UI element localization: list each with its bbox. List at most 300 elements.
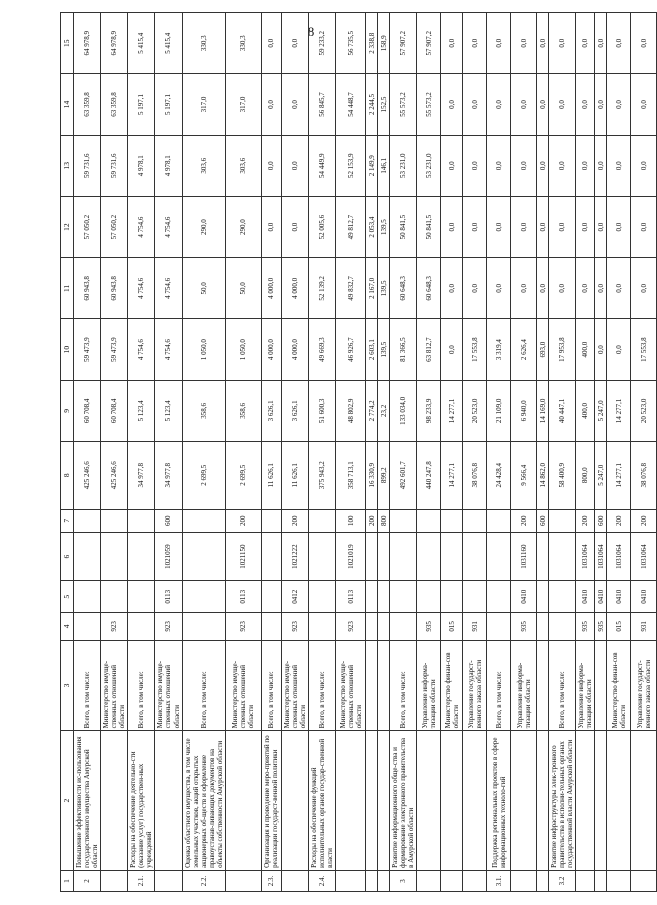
table-cell: 1021059 <box>155 532 182 581</box>
table-cell: 0,0 <box>537 258 549 319</box>
table-cell <box>595 731 607 870</box>
table-cell: 16 330,9 <box>366 441 378 509</box>
table-cell: 59 731,6 <box>74 135 101 196</box>
table-cell: Поддержка региональных проектов в сфере информационных техноло-гий <box>487 731 511 870</box>
table-cell <box>549 509 576 532</box>
table-cell: 17 553,8 <box>463 319 487 380</box>
table-cell: 20 523,0 <box>631 380 657 441</box>
table-cell: 0,0 <box>607 319 631 380</box>
table-cell: Управление информа-тизации области <box>576 640 595 731</box>
table-cell: 0,0 <box>549 13 576 74</box>
table-cell: Управление информа-тизации области <box>417 640 441 731</box>
table-cell: Повышение эффективности ис-пользования государственного имущества Амурской области <box>74 731 101 870</box>
table-cell <box>595 640 607 731</box>
table-cell: 330,3 <box>225 13 261 74</box>
table-cell: 1031160 <box>511 532 537 581</box>
table-cell: Министерство имуще-ственных отношений области <box>336 640 366 731</box>
table-cell: 9 566,4 <box>511 441 537 509</box>
table-cell <box>537 870 549 891</box>
table-cell <box>487 532 511 581</box>
table-row <box>378 13 390 892</box>
table-cell <box>390 581 417 613</box>
table-cell: 4 978,1 <box>128 135 155 196</box>
table-cell: 63 359,8 <box>101 74 128 135</box>
table-cell: 54 448,7 <box>336 74 366 135</box>
table-cell: 98 233,9 <box>417 380 441 441</box>
table-cell <box>182 581 225 613</box>
table-cell: 38 076,8 <box>463 441 487 509</box>
table-cell: 0,0 <box>537 196 549 257</box>
table-cell: 139,5 <box>378 196 390 257</box>
table-cell: 200 <box>607 509 631 532</box>
table-cell: 0412 <box>281 581 308 613</box>
page-number: 8 <box>307 23 315 39</box>
table-cell: 2 699,5 <box>182 441 225 509</box>
table-row <box>336 13 366 892</box>
table-cell: 5 197,1 <box>128 74 155 135</box>
table-cell: 2 149,9 <box>366 135 378 196</box>
table-cell: 5 123,4 <box>155 380 182 441</box>
table-cell <box>366 870 378 891</box>
table-cell: 0,0 <box>281 13 308 74</box>
table-cell <box>607 731 631 870</box>
table-cell: 14 277,1 <box>441 380 463 441</box>
table-cell <box>487 581 511 613</box>
table-cell: Всего, в том числе: <box>182 640 225 731</box>
table-cell <box>182 532 225 581</box>
table-cell: 600 <box>537 509 549 532</box>
table-cell <box>74 581 101 613</box>
table-cell: 0,0 <box>281 196 308 257</box>
table-cell: 200 <box>281 509 308 532</box>
table-cell: 0,0 <box>595 196 607 257</box>
table-cell: 14 169,0 <box>537 380 549 441</box>
table-cell: 49 832,7 <box>336 258 366 319</box>
column-header: 13 <box>61 135 74 196</box>
table-cell <box>281 870 308 891</box>
table-cell: 14 277,1 <box>607 441 631 509</box>
table-cell: 0,0 <box>441 319 463 380</box>
table-cell: 015 <box>607 613 631 640</box>
table-cell: 81 366,5 <box>390 319 417 380</box>
table-cell: 4 000,0 <box>261 319 281 380</box>
table-cell: 63 359,8 <box>74 74 101 135</box>
table-cell <box>441 870 463 891</box>
table-cell: 0,0 <box>595 74 607 135</box>
table-cell: 0,0 <box>631 258 657 319</box>
table-cell: 200 <box>366 509 378 532</box>
table-cell <box>441 731 463 870</box>
table-cell <box>463 731 487 870</box>
table-cell <box>631 731 657 870</box>
table-cell: 0,0 <box>511 196 537 257</box>
table-cell: 57 907,2 <box>417 13 441 74</box>
table-cell: 0,0 <box>537 74 549 135</box>
table-cell <box>155 731 182 870</box>
table-cell: 4 754,6 <box>128 196 155 257</box>
table-row <box>308 13 335 892</box>
table-cell: 492 601,7 <box>390 441 417 509</box>
table-cell: 0,0 <box>261 196 281 257</box>
table-cell: 440 247,8 <box>417 441 441 509</box>
table-cell: 58 400,9 <box>549 441 576 509</box>
table-cell <box>74 532 101 581</box>
table-cell <box>128 613 155 640</box>
table-cell: 923 <box>155 613 182 640</box>
table-cell: 0,0 <box>463 196 487 257</box>
table-cell: 0113 <box>225 581 261 613</box>
table-cell: 0,0 <box>595 258 607 319</box>
table-cell: 2 603,1 <box>366 319 378 380</box>
table-cell: 34 977,8 <box>155 441 182 509</box>
table-cell: 0,0 <box>261 13 281 74</box>
table-cell: 5 415,4 <box>128 13 155 74</box>
table-cell: 3 626,1 <box>261 380 281 441</box>
table-cell: 0410 <box>511 581 537 613</box>
table-cell: Министерство имуще-ственных отношений области <box>101 640 128 731</box>
table-cell: 50 841,5 <box>417 196 441 257</box>
table-cell: Управление государст-венного заказа области <box>463 640 487 731</box>
table-cell: 4 754,6 <box>155 196 182 257</box>
table-cell: 0,0 <box>549 258 576 319</box>
table-cell: 0410 <box>595 581 607 613</box>
table-cell <box>463 581 487 613</box>
table-cell: 425 246,6 <box>101 441 128 509</box>
table-cell: 0,0 <box>487 258 511 319</box>
table-cell: 1031064 <box>595 532 607 581</box>
table-cell <box>101 731 128 870</box>
table-cell: 2 167,0 <box>366 258 378 319</box>
table-cell: 935 <box>417 613 441 640</box>
table-row <box>631 13 657 892</box>
table-cell: 899,2 <box>378 441 390 509</box>
table-cell: 50,0 <box>182 258 225 319</box>
column-header: 5 <box>61 581 74 613</box>
column-header: 9 <box>61 380 74 441</box>
table-cell: 200 <box>511 509 537 532</box>
table-cell: 2 626,4 <box>511 319 537 380</box>
table-cell: 17 553,8 <box>631 319 657 380</box>
table-cell: 1 050,0 <box>225 319 261 380</box>
table-cell: Всего, в том числе: <box>487 640 511 731</box>
table-row <box>607 13 631 892</box>
column-header: 1 <box>61 870 74 891</box>
table-cell <box>366 581 378 613</box>
table-cell: 330,3 <box>182 13 225 74</box>
table-row <box>128 13 155 892</box>
table-cell: 4 754,6 <box>155 258 182 319</box>
column-header: 15 <box>61 13 74 74</box>
table-cell <box>441 509 463 532</box>
table-cell: 4 000,0 <box>281 319 308 380</box>
table-cell <box>549 532 576 581</box>
table-row <box>366 13 378 892</box>
table-cell: 6 940,0 <box>511 380 537 441</box>
table-cell: 923 <box>281 613 308 640</box>
table-cell: 317,0 <box>225 74 261 135</box>
table-cell <box>182 509 225 532</box>
column-header: 7 <box>61 509 74 532</box>
table-cell <box>417 509 441 532</box>
table-cell <box>463 870 487 891</box>
table-cell <box>537 532 549 581</box>
table-cell: 54 449,9 <box>308 135 335 196</box>
table-cell: 0,0 <box>607 258 631 319</box>
table-cell: 50,0 <box>225 258 261 319</box>
table-cell: 52 153,9 <box>336 135 366 196</box>
table-cell <box>463 532 487 581</box>
column-header: 2 <box>61 731 74 870</box>
table-cell: 0,0 <box>261 74 281 135</box>
table-cell: Всего, в том числе: <box>390 640 417 731</box>
table-cell: 0,0 <box>549 74 576 135</box>
table-row <box>441 13 463 892</box>
table-cell: 0,0 <box>537 135 549 196</box>
table-cell: 2 244,5 <box>366 74 378 135</box>
table-cell: 1031064 <box>631 532 657 581</box>
table-cell: 59 233,2 <box>308 13 335 74</box>
table-cell: 57 050,2 <box>74 196 101 257</box>
table-cell: 51 600,3 <box>308 380 335 441</box>
table-cell: 49 812,7 <box>336 196 366 257</box>
table-cell <box>128 509 155 532</box>
table-cell <box>261 613 281 640</box>
table-cell: 800 <box>378 509 390 532</box>
table-cell: 1031064 <box>576 532 595 581</box>
table-cell: 425 246,6 <box>74 441 101 509</box>
table-cell: 11 626,1 <box>261 441 281 509</box>
table-row <box>281 13 308 892</box>
table-cell: 358,6 <box>182 380 225 441</box>
table-cell: 1021019 <box>336 532 366 581</box>
table-cell: 935 <box>595 613 607 640</box>
table-cell <box>417 870 441 891</box>
table-cell: 0,0 <box>607 74 631 135</box>
table-cell: 400,0 <box>576 380 595 441</box>
table-cell: 1021222 <box>281 532 308 581</box>
table-cell <box>378 870 390 891</box>
column-header: 10 <box>61 319 74 380</box>
table-cell: 133 034,0 <box>390 380 417 441</box>
table-cell <box>537 613 549 640</box>
table-cell: Всего, в том числе: <box>308 640 335 731</box>
table-cell: Министерство имуще-ственных отношений области <box>225 640 261 731</box>
table-cell: 0,0 <box>463 74 487 135</box>
table-cell <box>549 613 576 640</box>
table-cell: Оценка областного имущества, в том числе земельных участков, акций открытых акционерных об-ществ и оформление правоустанав-ливающих документов на объекты собственности Амурской области <box>182 731 225 870</box>
table-cell <box>511 731 537 870</box>
table-cell: 2 699,5 <box>225 441 261 509</box>
table-cell: 4 754,6 <box>128 258 155 319</box>
column-header: 8 <box>61 441 74 509</box>
table-cell: 100 <box>336 509 366 532</box>
table-cell: 923 <box>225 613 261 640</box>
table-cell: 0410 <box>607 581 631 613</box>
table-cell: 375 943,2 <box>308 441 335 509</box>
table-cell: 55 573,2 <box>417 74 441 135</box>
table-cell <box>390 613 417 640</box>
table-cell: 0,0 <box>595 135 607 196</box>
table-cell: 0,0 <box>576 13 595 74</box>
table-cell: 358 713,1 <box>336 441 366 509</box>
table-cell: 0,0 <box>487 135 511 196</box>
table-cell: 3 319,4 <box>487 319 511 380</box>
table-cell: 1 050,0 <box>182 319 225 380</box>
table-cell: 52 139,2 <box>308 258 335 319</box>
table-cell: 2.1. <box>128 870 155 891</box>
table-cell <box>378 731 390 870</box>
table-cell: 4 754,6 <box>155 319 182 380</box>
table-cell: 23,2 <box>378 380 390 441</box>
table-cell: 63 812,7 <box>417 319 441 380</box>
table-cell: 358,6 <box>225 380 261 441</box>
table-cell <box>441 581 463 613</box>
table-cell: 57 907,2 <box>390 13 417 74</box>
table-cell: 400,0 <box>576 319 595 380</box>
table-cell <box>441 532 463 581</box>
table-cell <box>366 640 378 731</box>
table-cell: 0,0 <box>576 196 595 257</box>
table-row <box>463 13 487 892</box>
table-cell: 139,5 <box>378 319 390 380</box>
table-cell <box>101 509 128 532</box>
table-cell: Министерство финан-сов области <box>607 640 631 731</box>
table-cell: 59 473,9 <box>74 319 101 380</box>
table-cell: 200 <box>225 509 261 532</box>
table-cell: 923 <box>101 613 128 640</box>
table-cell: 931 <box>463 613 487 640</box>
table-cell: 0,0 <box>595 319 607 380</box>
table-row <box>101 13 128 892</box>
table-cell: 24 428,4 <box>487 441 511 509</box>
table-cell <box>336 731 366 870</box>
table-cell <box>261 581 281 613</box>
table-cell: 0,0 <box>441 74 463 135</box>
table-cell: 0,0 <box>511 258 537 319</box>
table-cell: 60 708,4 <box>74 380 101 441</box>
table-cell <box>366 532 378 581</box>
table-cell: 0,0 <box>511 13 537 74</box>
table-cell: 0,0 <box>281 74 308 135</box>
column-header: 3 <box>61 640 74 731</box>
column-header: 4 <box>61 613 74 640</box>
table-cell: 5 415,4 <box>155 13 182 74</box>
table-cell: Развитие инфраструктуры элек-тронного правительства в исполни-тельных органах государственной власти Амурской области <box>549 731 576 870</box>
table-cell: 4 754,6 <box>128 319 155 380</box>
table-cell: 0,0 <box>487 13 511 74</box>
table-cell: 0,0 <box>549 135 576 196</box>
table-cell: 21 109,0 <box>487 380 511 441</box>
table-cell <box>101 532 128 581</box>
column-header: 11 <box>61 258 74 319</box>
table-cell: 3.1. <box>487 870 511 891</box>
budget-table <box>60 12 657 892</box>
table-cell: 14 862,0 <box>537 441 549 509</box>
table-cell: 55 573,2 <box>390 74 417 135</box>
table-cell <box>417 581 441 613</box>
table-cell: 800,0 <box>576 441 595 509</box>
table-cell: 2.3. <box>261 870 281 891</box>
table-cell: 2.2. <box>182 870 225 891</box>
table-cell: 935 <box>511 613 537 640</box>
table-cell <box>261 532 281 581</box>
table-cell: 931 <box>631 613 657 640</box>
table-cell <box>101 581 128 613</box>
table-cell: 200 <box>631 509 657 532</box>
table-cell: 015 <box>441 613 463 640</box>
table-cell <box>463 509 487 532</box>
table-cell: Всего, в том числе: <box>261 640 281 731</box>
table-cell <box>378 613 390 640</box>
table-cell: 200 <box>576 509 595 532</box>
table-row <box>537 13 549 892</box>
table-cell: 0,0 <box>441 13 463 74</box>
table-cell <box>366 731 378 870</box>
table-cell <box>487 509 511 532</box>
table-cell: 53 231,0 <box>390 135 417 196</box>
table-cell <box>308 581 335 613</box>
table-row <box>595 13 607 892</box>
table-cell: 0,0 <box>537 13 549 74</box>
table-cell: 59 731,6 <box>101 135 128 196</box>
table-cell: Министерство имуще-ственных отношений области <box>155 640 182 731</box>
table-cell: 303,6 <box>225 135 261 196</box>
table-cell: 152,5 <box>378 74 390 135</box>
table-cell: 60 708,4 <box>101 380 128 441</box>
table-row <box>261 13 281 892</box>
table-cell: 5 123,4 <box>128 380 155 441</box>
table-cell: 2 053,4 <box>366 196 378 257</box>
table-cell: Управление информа-тизации области <box>511 640 537 731</box>
table-row <box>549 13 576 892</box>
table-cell: 0,0 <box>281 135 308 196</box>
table-cell: 53 231,0 <box>417 135 441 196</box>
table-cell: 0,0 <box>595 13 607 74</box>
table-cell: 4 000,0 <box>281 258 308 319</box>
table-cell: Всего, в том числе: <box>128 640 155 731</box>
table-cell: 56 735,5 <box>336 13 366 74</box>
table-cell: 60 943,8 <box>101 258 128 319</box>
table-cell <box>537 640 549 731</box>
table-cell: 0,0 <box>607 135 631 196</box>
table-cell <box>378 640 390 731</box>
table-cell <box>366 613 378 640</box>
column-header: 12 <box>61 196 74 257</box>
table-cell: 290,0 <box>225 196 261 257</box>
table-cell: 60 648,3 <box>417 258 441 319</box>
header-row <box>61 13 74 892</box>
table-cell <box>390 509 417 532</box>
table-cell: 158,9 <box>378 13 390 74</box>
table-cell <box>511 870 537 891</box>
table-cell: 14 277,1 <box>607 380 631 441</box>
table-cell: 317,0 <box>182 74 225 135</box>
table-cell: 56 845,7 <box>308 74 335 135</box>
table-cell: Расходы на обеспечение функций исполнительных органов государ-ственной власти <box>308 731 335 870</box>
table-cell: 3 626,1 <box>281 380 308 441</box>
table-cell: 0,0 <box>576 258 595 319</box>
table-cell <box>417 731 441 870</box>
table-cell: 5 247,0 <box>595 380 607 441</box>
table-cell: 0,0 <box>607 13 631 74</box>
table-row <box>74 13 101 892</box>
table-cell: 2 338,8 <box>366 13 378 74</box>
column-header: 6 <box>61 532 74 581</box>
table-row <box>511 13 537 892</box>
table-row <box>487 13 511 892</box>
table-cell: 0,0 <box>441 196 463 257</box>
table-cell: 14 277,1 <box>441 441 463 509</box>
